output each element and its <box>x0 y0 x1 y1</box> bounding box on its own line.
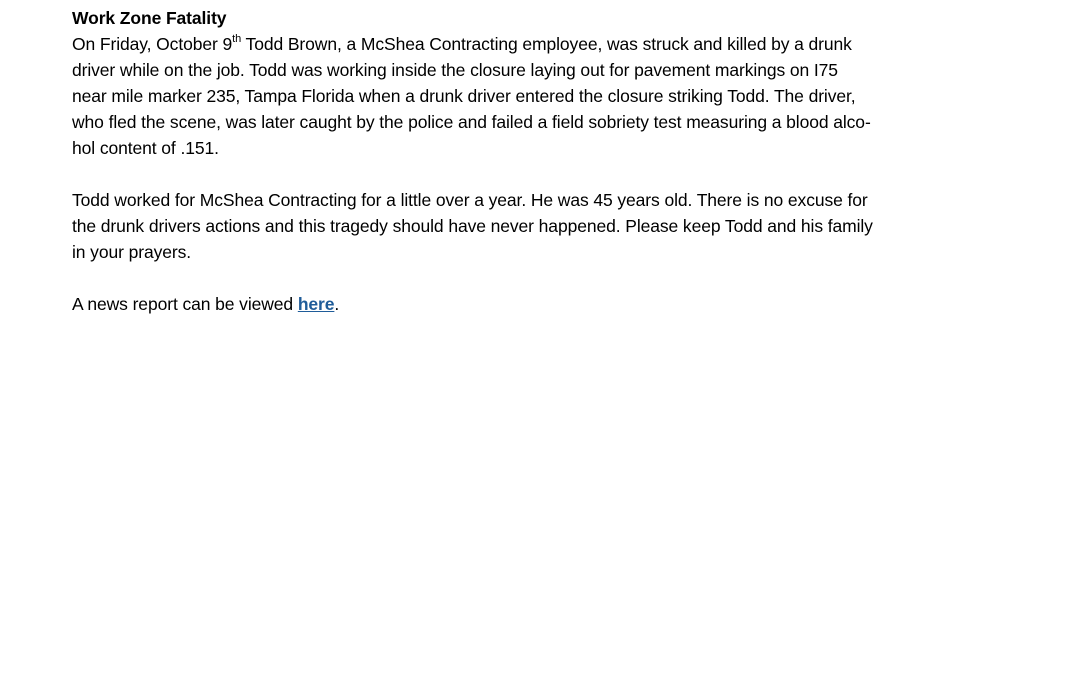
paragraph-line: the drunk drivers actions and this tragedy should have never happened. Please keep Todd and his family <box>72 216 873 236</box>
paragraph-line <box>72 31 992 57</box>
news-report-link[interactable]: here <box>297 294 335 314</box>
paragraph-line: near mile marker 235, Tampa Florida when a drunk driver entered the closure striking Todd. The driver, <box>72 86 856 106</box>
paragraph-spacer <box>72 161 992 187</box>
paragraph-line: who fled the scene, was later caught by the police and failed a field sobriety test measuring a blood alco- <box>72 112 871 132</box>
paragraph-incident <box>72 31 992 161</box>
article-title: Work Zone Fatality <box>72 8 227 28</box>
text-segment: On Friday, October 9 <box>72 34 233 54</box>
paragraph-memorial <box>72 187 992 265</box>
text-segment: A news report can be viewed <box>72 294 298 314</box>
document-page <box>72 5 992 317</box>
paragraph-news-report <box>72 291 992 317</box>
paragraph-line: driver while on the job. Todd was working inside the closure laying out for pavement markings on I75 <box>72 60 838 80</box>
paragraph-line: hol content of .151. <box>72 138 219 158</box>
paragraph-spacer <box>72 265 992 291</box>
paragraph-line: in your prayers. <box>72 242 192 262</box>
paragraph-line: Todd worked for McShea Contracting for a little over a year. He was 45 years old. There is no excuse for <box>72 190 868 210</box>
text-segment: . <box>334 294 340 314</box>
ordinal-suffix: th <box>232 33 242 46</box>
text-segment: Todd Brown, a McShea Contracting employee, was struck and killed by a drunk <box>241 34 852 54</box>
